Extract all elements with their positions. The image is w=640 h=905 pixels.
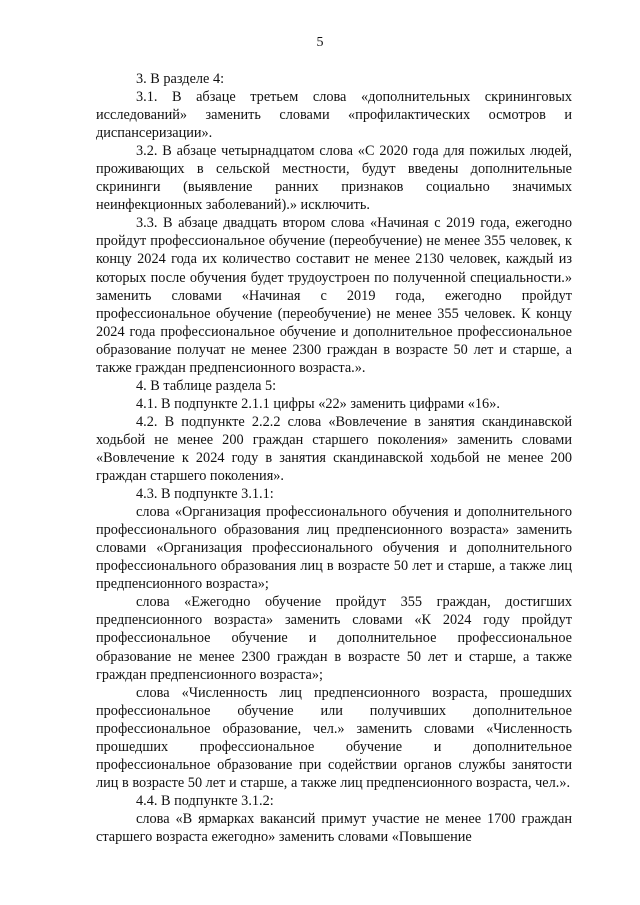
paragraph-4-4-item-1: слова «В ярмарках вакансий примут участие не менее 1700 граждан старшего возраста ежегодно» заменить словами «Повышение (96, 810, 572, 845)
paragraph-4-2: 4.2. В подпункте 2.2.2 слова «Вовлечение в занятия скандинавской ходьбой не менее 200 граждан старшего поколения» заменить словами «Вовлечение к 2024 году в занятия скандинавской ходьбой не менее 200 граждан старшего поколения». (96, 413, 572, 485)
paragraph-4-3-item-1: слова «Организация профессионального обучения и дополнительного профессионального образования лиц предпенсионного возраста» заменить словами «Организация профессионального обучения и дополнительного профессионального образования лиц в возрасте 50 лет и старше, а также лиц предпенсионного возраста»; (96, 504, 572, 593)
document-body (96, 70, 572, 846)
section-4-heading: 3. В разделе 4: (136, 71, 225, 87)
paragraph-3-3: 3.3. В абзаце двадцать втором слова «Начиная с 2019 года, ежегодно пройдут профессиональное обучение (переобучение) не менее 355 человек, к концу 2024 года их количество составит не менее 2130 человек, каждый из которых после обучения будет трудоустроен по полученной специальности.» заменить словами «Начиная с 2019 года, ежегодно пройдут профессиональное обучение (переобучение) не менее 355 человек. К концу 2024 года профессиональное обучение и дополнительное профессиональное образование получат не менее 2300 граждан в возрасте 50 лет и старше, а также граждан предпенсионного возраста.». (96, 215, 572, 376)
paragraph-4-3-item-3: слова «Численность лиц предпенсионного возраста, прошедших профессиональное обучение или получивших дополнительное профессиональное образование, чел.» заменить словами «Численность прошедших профессиональное обучение и дополнительное профессиональное образование при содействии органов службы занятости лиц в возрасте 50 лет и старше, а также лиц предпенсионного возраста, чел.». (96, 684, 572, 791)
section-5-table-heading: 4. В таблице раздела 5: (136, 377, 277, 394)
paragraph-4-4-heading: 4.4. В подпункте 3.1.2: (136, 792, 274, 809)
paragraph-4-1: 4.1. В подпункте 2.1.1 цифры «22» заменить цифрами «16». (136, 395, 500, 412)
page-number: 5 (316, 35, 324, 50)
paragraph-3-1: 3.1. В абзаце третьем слова «дополнительных скрининговых исследований» заменить словами «профилактических осмотров и диспансеризации». (96, 89, 572, 142)
paragraph-3-2: 3.2. В абзаце четырнадцатом слова «С 2020 года для пожилых людей, проживающих в сельской местности, будут введены дополнительные скрининги (выявление ранних признаков социально значимых неинфекционных заболеваний).» исключить. (96, 143, 572, 214)
paragraph-4-3-heading: 4.3. В подпункте 3.1.1: (136, 486, 274, 503)
paragraph-4-3-item-2: слова «Ежегодно обучение пройдут 355 граждан, достигших предпенсионного возраста» заменить словами «К 2024 году пройдут профессиональное обучение и дополнительное профессиональное образование не менее 2300 граждан в возрасте 50 лет и старше, а также граждан предпенсионного возраста»; (96, 594, 572, 683)
